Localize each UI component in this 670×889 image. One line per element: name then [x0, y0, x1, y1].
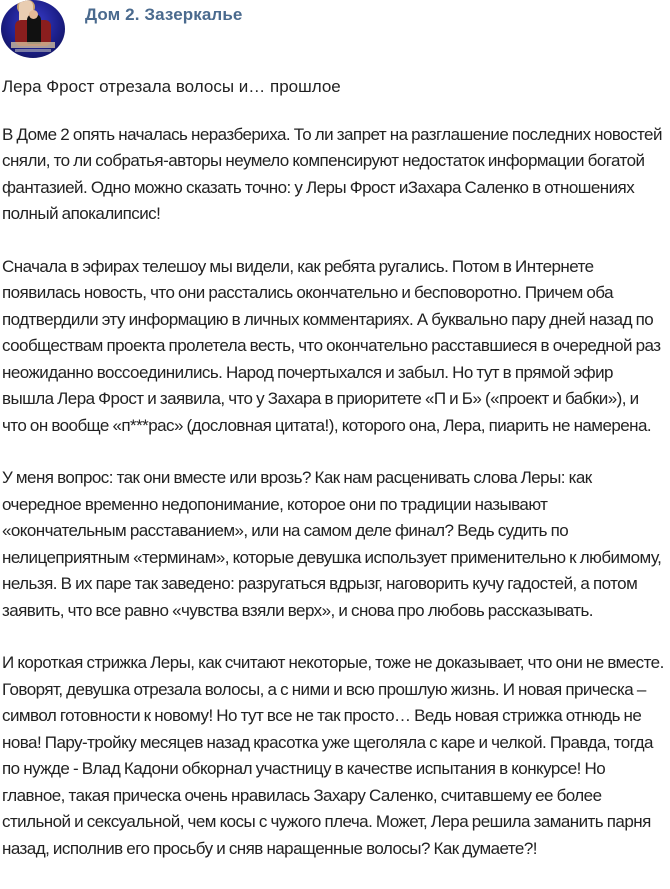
group-name-link[interactable]: Дом 2. Зазеркалье	[85, 5, 243, 24]
avatar-caption-sub	[15, 49, 51, 52]
avatar-caption	[11, 42, 55, 48]
post-header	[0, 0, 670, 62]
post-paragraph: И короткая стрижка Леры, как считают некоторые, тоже не доказывает, что они не вместе. Говорят, девушка отрезала волосы, а с ними и всю прошлую жизнь. И новая прическа – символ готовности к новому! Но тут все не так просто… Ведь новая стрижка отнюдь не нова! Пару-тройку месяцев назад красотка уже щеголяла с каре и челкой. Правда, тогда по нужде - Влад Кадони обкорнал участницу в качестве испытания в конкурсе! Но главное, такая прическа очень нравилась Захару Саленко, считавшему ее более стильной и сексуальной, чем косы с чужого плеча. Может, Лера решила заманить парня назад, исполнив его просьбу и сняв наращенные волосы? Как думаете?!	[2, 653, 664, 858]
post-title: Лера Фрост отрезала волосы и… прошлое	[2, 77, 341, 96]
group-avatar[interactable]	[1, 0, 65, 58]
post-body	[2, 74, 666, 888]
post-paragraph: В Доме 2 опять началась неразбериха. То ли запрет на разглашение последних новостей сняли, то ли собратья-авторы неумело компенсируют недостаток информации богатой фантазией. Одно можно сказать точно: у Леры Фрост иЗахара Саленко в отношениях полный апокалипсис!	[2, 124, 662, 223]
post-paragraph: Сначала в эфирах телешоу мы видели, как ребята ругались. Потом в Интернете появилась новость, что они расстались окончательно и бесповоротно. Причем оба подтвердили эту информацию в личных комментариях. А буквально пару дней назад по сообществам проекта пролетела весть, что окончательно расставшиеся в очередной раз неожиданно воссоединились. Народ почертыхался и забыл. Но тут в прямой эфир вышла Лера Фрост и заявила, что у Захара в приоритете «П и Б» («проект и бабки»), и что он вообще «п***рас» (дословная цитата!), которого она, Лера, пиарить не намерена.	[2, 256, 661, 435]
post-paragraph: У меня вопрос: так они вместе или врозь? Как нам расценивать слова Леры: как очередное временно недопонимание, которое они по традиции называют «окончательным расставанием», или на самом деле финал? Ведь судить по нелицеприятным «терминам», которые девушка использует применительно к любимому, нельзя. В их паре так заведено: разругаться вдрызг, наговорить кучу гадостей, а потом заявить, что все равно «чувства взяли верх», и снова про любовь рассказывать.	[2, 468, 662, 620]
avatar-face	[29, 10, 38, 19]
